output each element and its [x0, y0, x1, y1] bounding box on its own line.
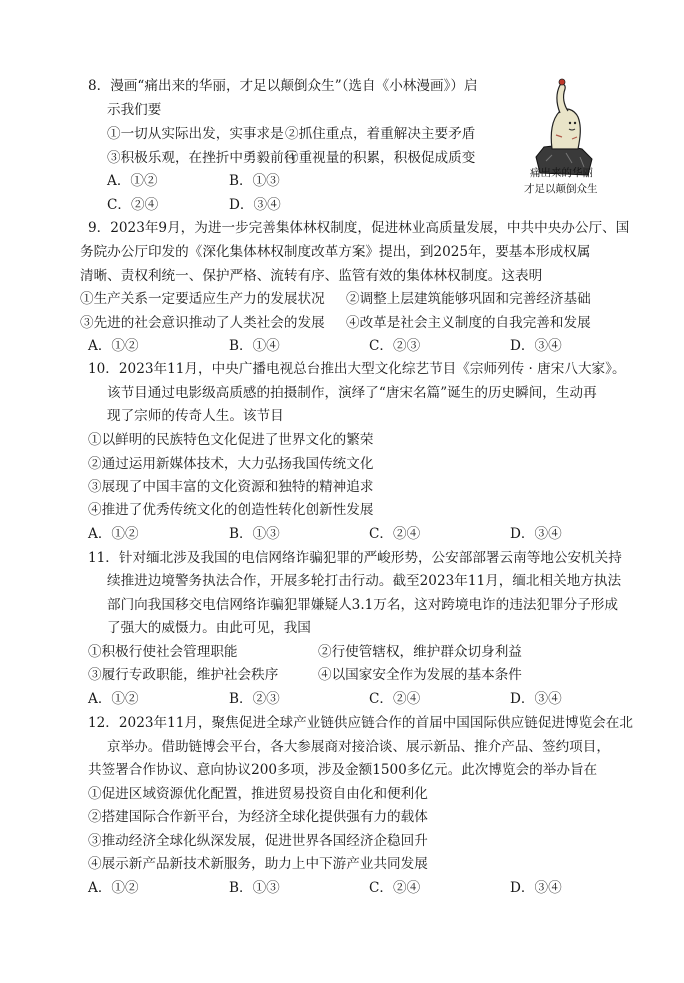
q10-option-a: A．①②	[88, 526, 139, 542]
q10-statement-1: ①以鲜明的民族特色文化促进了世界文化的繁荣	[88, 432, 374, 448]
q10-statement-2: ②通过运用新媒体技术，大力弘扬我国传统文化	[88, 456, 374, 472]
q9-stem-line-3: 清晰、责权利统一、保护严格、流转有序、监管有效的集体林权制度。这表明	[80, 268, 543, 284]
q12-stem-line-3: 共签署合作协议、意向协议200多项，涉及金额1500多亿元。此次博览会的举办旨在	[88, 762, 598, 778]
cartoon-caption-line-1: 痛出来的华丽	[530, 167, 593, 179]
q9-stem-line-2: 务院办公厅印发的《深化集体林权制度改革方案》提出，到2025年，要基本形成权属	[80, 244, 591, 260]
q12-statement-4: ④展示新产品新技术新服务，助力上中下游产业共同发展	[88, 856, 428, 872]
q10-statement-4: ④推进了优秀传统文化的创造性转化创新性发展	[88, 502, 374, 518]
q9-statement-3: ③先进的社会意识推动了人类社会的发展	[80, 315, 325, 331]
q12-option-d: D．③④	[510, 880, 562, 896]
q11-option-d: D．③④	[510, 691, 562, 707]
q10-option-b: B．①③	[229, 526, 280, 542]
q8-statement-3: ③积极乐观，在挫折中勇毅前行	[107, 150, 298, 166]
q12-option-b: B．①③	[229, 880, 280, 896]
q12-statement-3: ③推动经济全球化纵深发展，促进世界各国经济企稳回升	[88, 833, 428, 849]
q12-stem-line-1: 12．2023年11月，聚焦促进全球产业链供应链合作的首届中国国际供应链促进博览会在北	[88, 715, 633, 731]
q8-statement-1: ①一切从实际出发，实事求是	[107, 126, 284, 142]
q11-option-c: C．②④	[369, 691, 421, 707]
q11-stem-line-1: 11．针对缅北涉及我国的电信网络诈骗犯罪的严峻形势，公安部部署云南等地公安机关持	[88, 550, 622, 566]
cartoon-caption-line-2: 才足以颠倒众生	[524, 183, 598, 195]
q9-statement-1: ①生产关系一定要适应生产力的发展状况	[80, 291, 325, 307]
q9-statement-2: ②调整上层建筑能够巩固和完善经济基础	[346, 291, 591, 307]
q9-option-d: D．③④	[510, 338, 562, 354]
q12-stem-line-2: 京举办。借助链博会平台，各大参展商对接洽谈、展示新品、推介产品、签约项目，	[107, 739, 610, 755]
q9-option-a: A．①②	[88, 338, 139, 354]
q12-statement-1: ①促进区域资源优化配置，推进贸易投资自由化和便利化	[88, 786, 428, 802]
q9-option-c: C．②③	[369, 338, 421, 354]
q9-statement-4: ④改革是社会主义制度的自我完善和发展	[346, 315, 591, 331]
q11-stem-line-3: 部门向我国移交电信网络诈骗犯罪嫌疑人3.1万名，这对跨境电诈的违法犯罪分子形成	[107, 597, 618, 613]
q12-option-c: C．②④	[369, 880, 421, 896]
q8-stem-line-1: 8．漫画“痛出来的华丽，才足以颠倒众生”（选自《小林漫画》）启	[88, 78, 478, 94]
q10-option-d: D．③④	[510, 526, 562, 542]
q10-statement-3: ③展现了中国丰富的文化资源和独特的精神追求	[88, 479, 374, 495]
q8-option-a: A．①②	[107, 173, 158, 189]
q11-statement-3: ③履行专政职能，维护社会秩序	[88, 667, 279, 683]
q8-stem-line-2: 示我们要	[107, 102, 162, 118]
q11-statement-2: ②行使管辖权，维护群众切身利益	[318, 644, 522, 660]
q10-stem-line-2: 该节目通过电影级高质感的拍摄制作，演绎了“唐宋名篇”诞生的历史瞬间，生动再	[107, 385, 597, 401]
q11-option-b: B．②③	[229, 691, 280, 707]
q8-statement-4: ④重视量的积累，积极促成质变	[285, 150, 476, 166]
q10-stem-line-3: 现了宗师的传奇人生。该节目	[107, 408, 284, 424]
q10-option-c: C．②④	[369, 526, 421, 542]
q8-option-b: B．①③	[229, 173, 280, 189]
q12-statement-2: ②搭建国际合作新平台，为经济全球化提供强有力的载体	[88, 809, 428, 825]
q11-option-a: A．①②	[88, 691, 139, 707]
q11-statement-4: ④以国家安全作为发展的基本条件	[318, 667, 522, 683]
q9-option-b: B．①④	[229, 338, 280, 354]
q11-stem-line-4: 了强大的威慑力。由此可见，我国	[107, 620, 311, 636]
q8-option-c: C．②④	[107, 197, 159, 213]
q8-statement-2: ②抓住重点，着重解决主要矛盾	[285, 126, 476, 142]
q11-statement-1: ①积极行使社会管理职能	[88, 644, 238, 660]
q12-option-a: A．①②	[88, 880, 139, 896]
q8-option-d: D．③④	[229, 197, 281, 213]
q9-stem-line-1: 9．2023年9月，为进一步完善集体林权制度，促进林业高质量发展，中共中央办公厅、国	[88, 220, 630, 236]
q11-stem-line-2: 续推进边境警务执法合作，开展多轮打击行动。截至2023年11月，缅北相关地方执法	[107, 573, 622, 589]
q10-stem-line-1: 10．2023年11月，中央广播电视总台推出大型文化综艺节目《宗师列传 · 唐宋八大家》。	[88, 361, 626, 377]
